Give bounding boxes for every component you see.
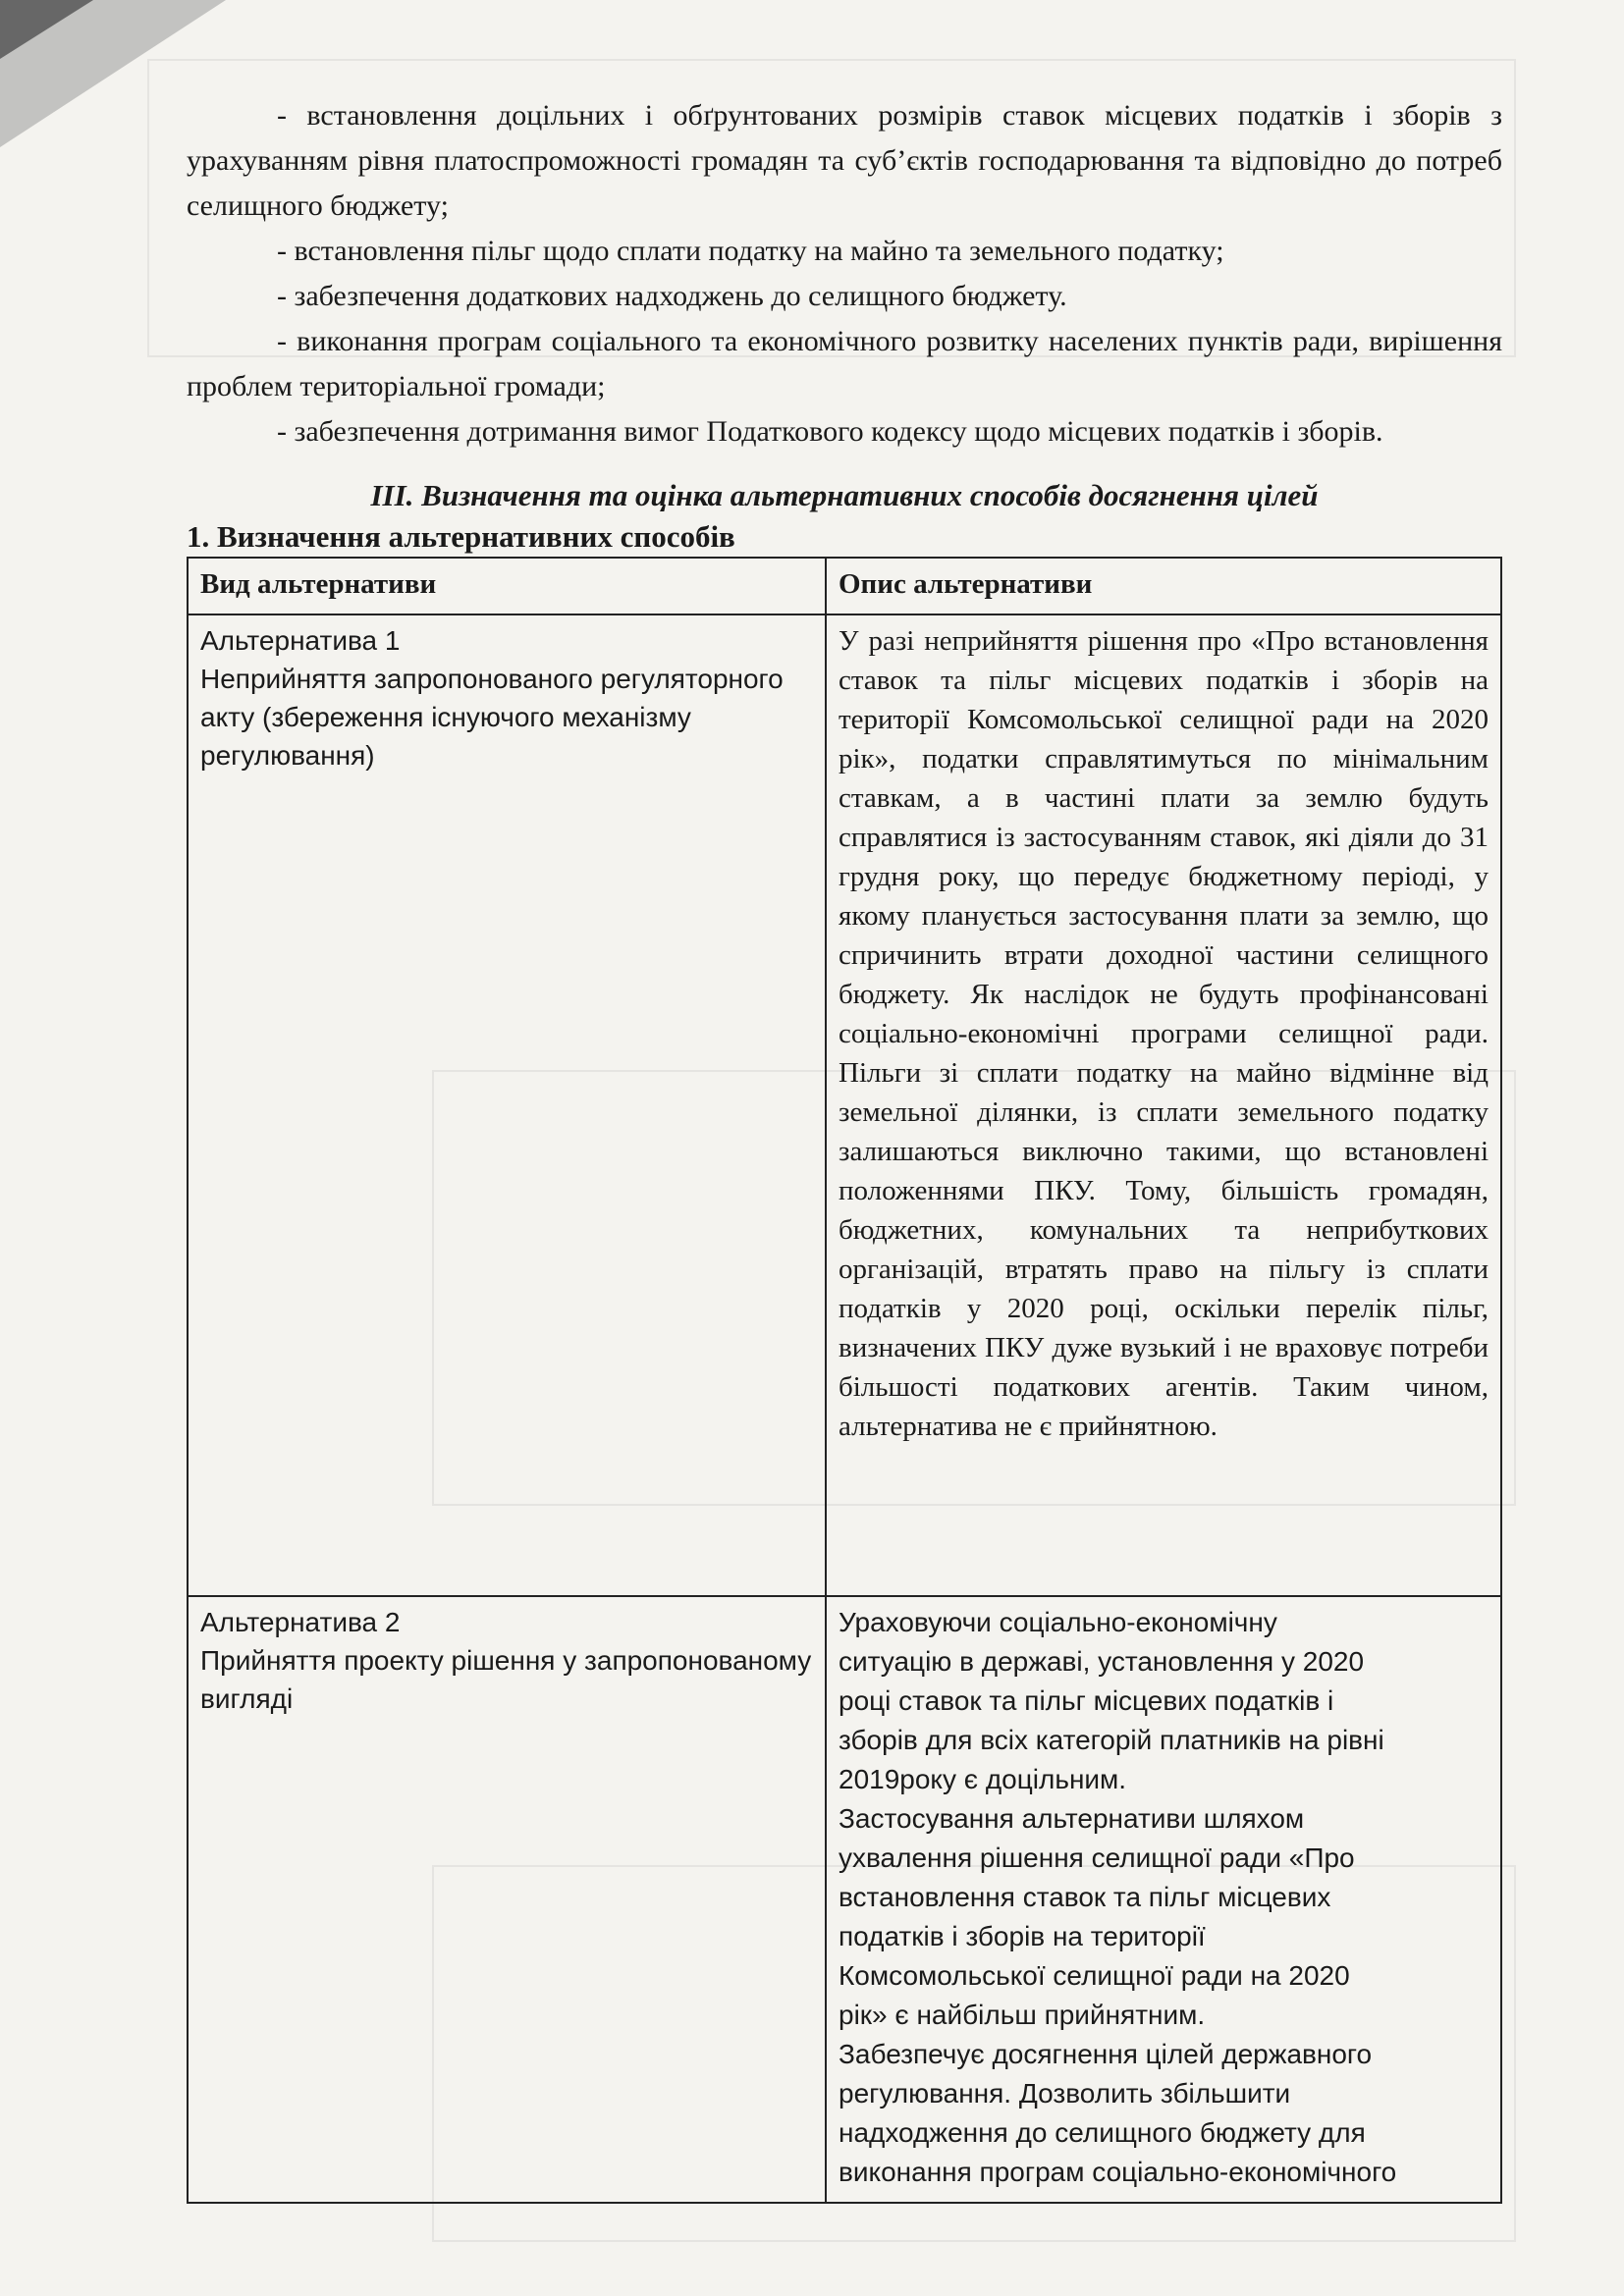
description-line: регулювання. Дозволить збільшити — [839, 2078, 1291, 2109]
description-line: надходження до селищного бюджету для — [839, 2117, 1366, 2148]
description-line: ухвалення рішення селищної ради «Про — [839, 1842, 1355, 1873]
goal-item: - встановлення доцільних і обґрунтованих розмірів ставок місцевих податків і зборів з урахуванням рівня платоспроможності громадян та суб’єктів господарювання та відповідно до потреб селищного бюджету; — [187, 99, 1502, 222]
description-line: Забезпечує досягнення цілей державного — [839, 2039, 1373, 2069]
alternative-name: Альтернатива 1 — [200, 625, 401, 656]
table-row — [188, 1596, 1501, 2203]
description-line: ситуацію в державі, установлення у 2020 — [839, 1646, 1365, 1677]
document-page — [187, 93, 1502, 2204]
section-title: III. Визначення та оцінка альтернативних способів досягнення цілей — [370, 478, 1319, 512]
alternative-title: Неприйняття запропонованого регуляторного акту (збереження існуючого механізму регулювання) — [200, 664, 784, 771]
goal-item: - забезпечення дотримання вимог Податкового кодексу щодо місцевих податків і зборів. — [277, 415, 1383, 448]
goal-item: - виконання програм соціального та економічного розвитку населених пунктів ради, вирішення проблем територіальної громади; — [187, 325, 1502, 402]
table-header-type: Вид альтернативи — [188, 558, 826, 614]
alternative-cell — [188, 1596, 826, 2203]
alternative-description — [826, 1596, 1501, 2203]
table-row — [188, 614, 1501, 1596]
scan-corner-fold — [0, 0, 93, 59]
description-line: Застосування альтернативи шляхом — [839, 1803, 1305, 1834]
goals-list — [187, 93, 1502, 454]
description-line: податків і зборів на території — [839, 1921, 1206, 1951]
description-line: Ураховуючи соціально-економічну — [839, 1607, 1277, 1637]
goal-item: - забезпечення додаткових надходжень до селищного бюджету. — [277, 280, 1067, 312]
table-header-description: Опис альтернативи — [826, 558, 1501, 614]
description-line: рік» є найбільш прийнятним. — [839, 2000, 1206, 2030]
description-line: зборів для всіх категорій платників на рівні — [839, 1725, 1384, 1755]
description-line: Комсомольської селищної ради на 2020 — [839, 1960, 1350, 1991]
alternative-name: Альтернатива 2 — [200, 1607, 401, 1637]
sub-title: 1. Визначення альтернативних способів — [187, 519, 735, 554]
goal-item: - встановлення пільг щодо сплати податку на майно та земельного податку; — [277, 235, 1224, 267]
description-line: 2019року є доцільним. — [839, 1764, 1127, 1794]
alternative-description: У разі неприйняття рішення про «Про встановлення ставок та пільг місцевих податків і зборів на території Комсомольської селищної ради на 2020 рік», податки справлятимуться по мінімальним ставкам, а в частині плати за землю будуть справлятися із застосуванням ставок, які діяли до 31 грудня року, що передує бюджетному періоді, у якому планується застосування плати за землю, що спричинить втрати доходної частини селищного бюджету. Як наслідок не будуть профінансовані соціально-економічні програми селищної ради. Пільги зі сплати податку на майно відмінне від земельної ділянки, із сплати земельного податку залишаються виключно такими, що встановлені положеннями ПКУ. Тому, більшість громадян, бюджетних, комунальних та неприбуткових організацій, втратять право на пільгу із сплати податків у 2020 році, оскільки перелік пільг, визначених ПКУ дуже вузький і не враховує потреби більшості податкових агентів. Таким чином, альтернатива не є прийнятною. — [826, 614, 1501, 1596]
alternative-cell — [188, 614, 826, 1596]
table-header-row — [188, 558, 1501, 614]
description-line: виконання програм соціально-економічного — [839, 2157, 1397, 2187]
alternatives-table — [187, 557, 1502, 2204]
alternative-title: Прийняття проекту рішення у запропонованому вигляді — [200, 1645, 812, 1714]
description-line: встановлення ставок та пільг місцевих — [839, 1882, 1331, 1912]
description-line: році ставок та пільг місцевих податків і — [839, 1685, 1334, 1716]
